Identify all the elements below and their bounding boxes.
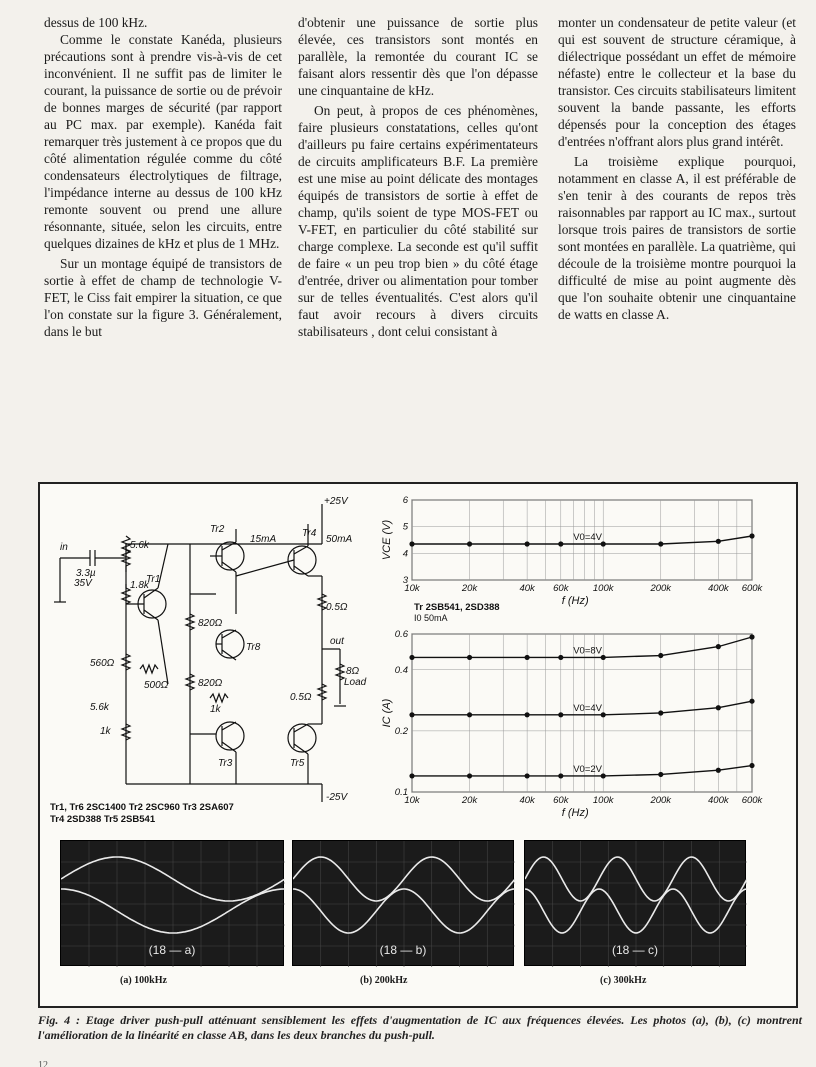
label-vpos: +25V: [324, 496, 348, 507]
label-in: in: [60, 542, 68, 553]
paragraph: dessus de 100 kHz.: [44, 15, 148, 30]
y-tick-label: 0.4: [394, 664, 408, 676]
data-point: [525, 541, 530, 546]
label-cap: 3.3µ: [76, 568, 96, 579]
y-tick-label: 0.6: [394, 629, 408, 640]
label-tr1: Tr1: [146, 574, 161, 585]
text-column-2: [298, 14, 538, 340]
label-tr8: Tr8: [246, 642, 261, 653]
data-point: [658, 772, 663, 777]
data-point: [467, 773, 472, 778]
x-axis-label: f (Hz): [561, 595, 589, 607]
data-point: [409, 541, 414, 546]
paragraph: d'obtenir une puissance de sortie plus élevée, ces transistors sont montés en parallèle, la remontée du courant IC se faisant alors ressentir dès que l'on dépasse une cinquantaine de kHz.: [298, 15, 538, 98]
x-tick-label: 200k: [650, 795, 672, 806]
data-point: [525, 712, 530, 717]
parts-line-1: Tr1, Tr6 2SC1400 Tr2 2SC960 Tr3 2SA607: [50, 802, 234, 813]
x-tick-label: 400k: [708, 583, 729, 594]
scope-photo-b: [292, 840, 514, 966]
data-point: [716, 644, 721, 649]
label-out: out: [330, 636, 344, 647]
photo-tag: (18 — b): [379, 943, 427, 957]
x-tick-label: 10k: [404, 583, 420, 594]
scope-photo-a: [60, 840, 284, 966]
series-label: V0=4V: [573, 532, 603, 543]
data-point: [558, 541, 563, 546]
data-point: [525, 655, 530, 660]
chart-ic: [381, 629, 764, 819]
label-r-560: 560Ω: [90, 658, 115, 669]
x-tick-label: 200k: [650, 583, 672, 594]
y-axis-label: IC (A): [381, 698, 393, 728]
label-r-5k6b: 5.6k: [90, 702, 109, 713]
x-tick-label: 40k: [519, 795, 535, 806]
photo-label-b: (b) 200kHz: [360, 975, 408, 986]
data-point: [716, 705, 721, 710]
text-column-1: [44, 14, 282, 340]
label-r-5k6: 5.6k: [130, 540, 149, 551]
x-tick-label: 40k: [519, 583, 535, 594]
parts-line-2: Tr4 2SD388 Tr5 2SB541: [50, 814, 156, 825]
data-point: [558, 712, 563, 717]
label-cap-voltage: 35V: [74, 578, 92, 589]
chart-note: I0 50mA: [414, 613, 448, 623]
series-label: V0=4V: [573, 702, 603, 714]
data-point: [467, 541, 472, 546]
label-r-500: 500Ω: [144, 680, 169, 691]
data-point: [409, 655, 414, 660]
label-load: Load: [344, 677, 367, 688]
label-r-1k8: 1.8k: [130, 580, 149, 591]
label-vneg: -25V: [326, 792, 348, 803]
y-tick-label: 0.2: [394, 725, 408, 737]
label-r-820a: 820Ω: [198, 618, 223, 629]
label-tr5: Tr5: [290, 758, 305, 769]
parts-list: [50, 802, 234, 825]
x-tick-label: 100k: [592, 583, 614, 594]
data-point: [749, 634, 754, 639]
series-label: V0=2V: [573, 763, 603, 775]
label-r-1kb: 1k: [210, 704, 221, 715]
data-point: [467, 712, 472, 717]
x-tick-label: 100k: [592, 795, 614, 806]
paragraph: On peut, à propos de ces phénomènes, faire plusieurs constatations, celles qu'ont d'ailleurs pu faire certains expérimentateurs de circuits amplificateurs B.F. La première est une mise au point délicate des montages équipés de transistors de sortie à effet de champ, qu'ils soient de type MOS-FET ou V-FET, en particulier du côté stabilité sur charge complexe. La seconde est qu'il suffit de faire « un peu trop bien » du côté étage d'entrée, driver ou alimentation pour tomber sur de telles éventualités. C'est alors qu'il faut avoir recours à divers circuits stabilisateurs , dont celui consistant à: [298, 103, 538, 339]
page-number: 12: [38, 1060, 48, 1067]
x-tick-label: 60k: [553, 795, 569, 806]
label-i50: 50mA: [326, 534, 353, 545]
figure-4: [38, 482, 798, 1008]
x-tick-label: 20k: [461, 795, 478, 806]
y-tick-label: 4: [402, 548, 408, 560]
label-tr2: Tr2: [210, 524, 225, 535]
scope-photo-c: [524, 840, 746, 966]
photo-tag: (18 — c): [611, 943, 658, 957]
chart-vce: [381, 495, 764, 623]
paragraph: Comme le constate Kanéda, plusieurs précautions sont à prendre vis-à-vis de cet inconvénient. Il ne suffit pas de limiter le courant, la puissance de sortie ou de prévoir de bonnes marges de sécurité (par rapport au PC max. par exemple). Kanéda fait remarquer très justement à ce propos que du côté alimentation régulée comme du côté condensateurs électrolytiques de filtrage, l'impédance interne au dessus de 100 kHz remonte souvent ou prend une allure résonnante, située, selon les circuits, entre quelques dizaines de kHz et plus de 1 MHz.: [44, 32, 282, 251]
label-r-05b: 0.5Ω: [290, 692, 312, 703]
data-point: [658, 541, 663, 546]
x-tick-label: 600k: [741, 583, 763, 594]
series-label: V0=8V: [573, 645, 603, 657]
data-point: [658, 653, 663, 658]
paragraph: monter un condensateur de petite valeur (et qui est souvent de structure céramique, à diélectrique possédant un effet de mémoire néfaste) entre le collecteur et la base du transistor. Ces circuits stabilisateurs limitent souvent la bande passante, les efforts dépensés pour la conception des étages d'entrées n'offrant alors plus grand intérêt.: [558, 15, 796, 149]
paragraph: Sur un montage équipé de transistors de sortie à effet de champ de technologie V-FET, le Ciss fait empirer la situation, ce que l'on constate sur la figure 3. Généralement, dans le but: [44, 256, 282, 339]
label-r-8: 8Ω: [346, 666, 360, 677]
schematic-labels: [60, 496, 367, 803]
photo-label-c: (c) 300kHz: [600, 975, 647, 986]
label-tr3: Tr3: [218, 758, 233, 769]
data-point: [558, 655, 563, 660]
x-tick-label: 10k: [404, 795, 420, 806]
data-point: [409, 773, 414, 778]
data-point: [749, 763, 754, 768]
data-point: [716, 539, 721, 544]
y-tick-label: 5: [402, 521, 408, 533]
x-axis-label: f (Hz): [561, 807, 589, 819]
label-r-1k: 1k: [100, 726, 111, 737]
x-tick-label: 60k: [553, 583, 569, 594]
photo-tag: (18 — a): [148, 943, 196, 957]
photo-label-a: (a) 100kHz: [120, 975, 167, 986]
label-r-820b: 820Ω: [198, 678, 223, 689]
figure-caption: Fig. 4 : Etage driver push-pull atténuant sensiblement les effets d'augmentation de IC aux fréquences élevées. Les photos (a), (b), (c) montrent l'amélioration de la linéarité en classe AB, dans les deux branches du push-pull.: [38, 1013, 802, 1042]
data-point: [658, 710, 663, 715]
x-tick-label: 400k: [708, 795, 729, 806]
chart-note: Tr 2SB541, 2SD388: [414, 602, 500, 613]
data-point: [558, 773, 563, 778]
text-column-3: [558, 14, 796, 323]
label-tr4: Tr4: [302, 528, 317, 539]
label-i15: 15mA: [250, 534, 277, 545]
x-tick-label: 600k: [741, 795, 763, 806]
data-point: [716, 768, 721, 773]
y-tick-label: 6: [402, 495, 408, 506]
y-tick-label: 0.1: [394, 787, 408, 798]
data-point: [749, 699, 754, 704]
data-point: [749, 533, 754, 538]
data-point: [409, 712, 414, 717]
y-axis-label: VCE (V): [381, 519, 393, 561]
label-r-05a: 0.5Ω: [326, 602, 348, 613]
data-point: [467, 655, 472, 660]
paragraph: La troisième explique pourquoi, notamment en classe A, il est préférable de s'en tenir à des courants de repos très raisonnables par rapport au IC max., surtout lorsque trois paires de transistors de sortie sont montées en parallèle. La quatrième, qui découle de la troisième montre pourquoi la difficulté de mise au point augmente dès que l'on souhaite obtenir une cinquantaine de watts en classe A.: [558, 154, 796, 322]
x-tick-label: 20k: [461, 583, 478, 594]
data-point: [525, 773, 530, 778]
y-tick-label: 3: [402, 575, 408, 586]
